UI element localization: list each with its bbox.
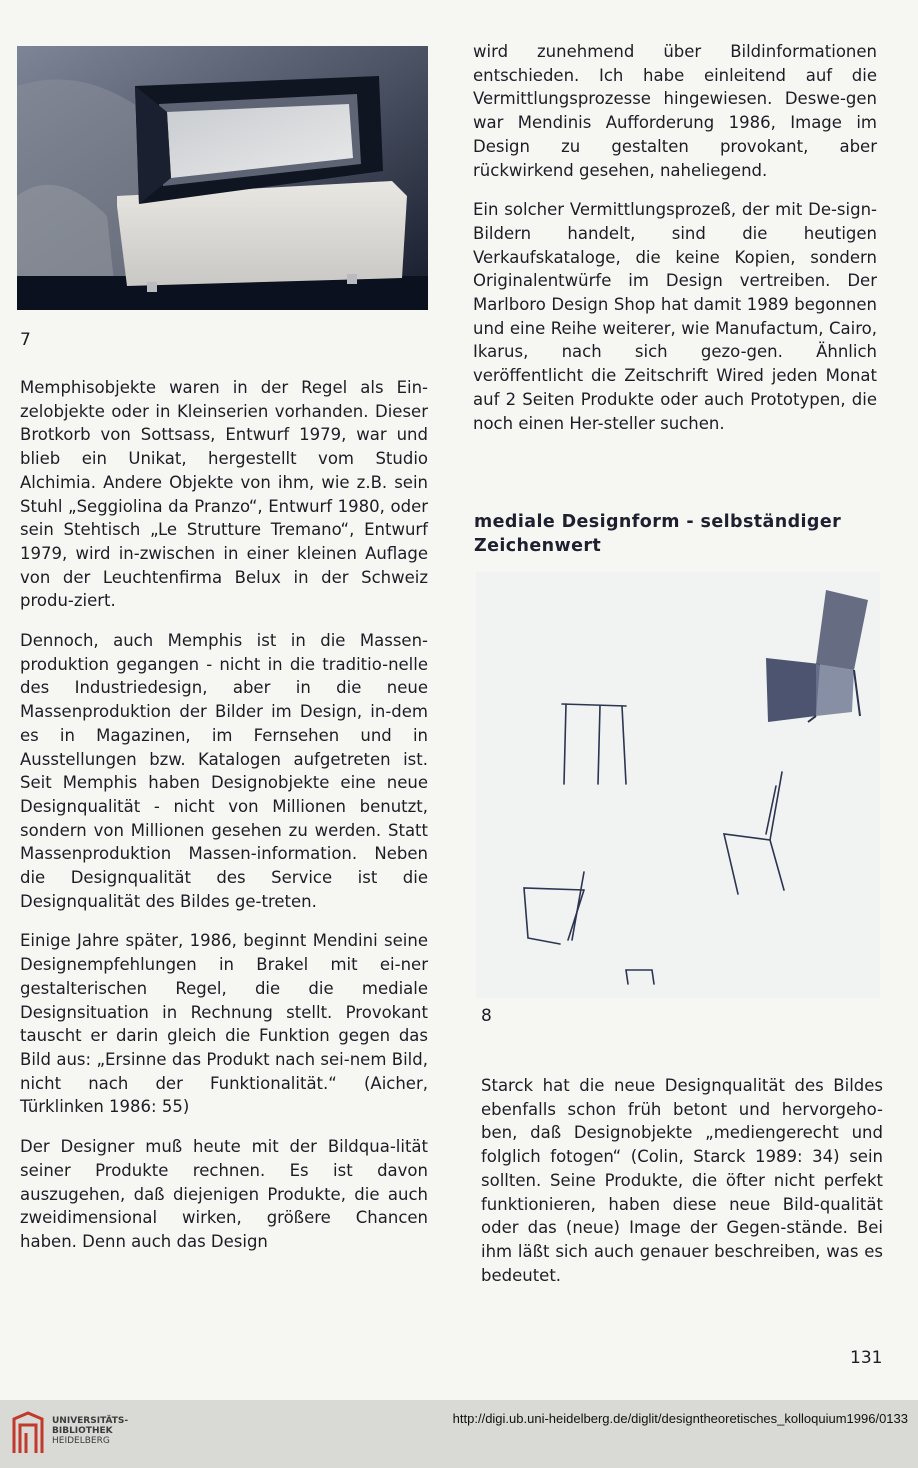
paragraph: Dennoch, auch Memphis ist in die Massen-produktion gegangen - nicht in die traditio-nelle des Industriedesign, aber in die neue Massenproduktion der Bilder im Design, in-dem es in Magazinen, im Fernsehen und in Ausstellungen bzw. Katalogen aufgetreten ist. Seit Memphis haben Designobjekte eine neue Designqualität - nicht von Millionen benutzt, sondern von Millionen gesehen zu werden. Statt Massenproduktion Massen-information. Neben die Designqualität des Service ist die Designqualität des Bildes ge-treten. bbox=[20, 631, 428, 911]
library-name: UNIVERSITÄTS- BIBLIOTHEK HEIDELBERG bbox=[52, 1416, 129, 1446]
left-text-column bbox=[20, 376, 428, 1270]
right-text-column-top bbox=[473, 40, 877, 451]
paragraph: Starck hat die neue Designqualität des Bildes ebenfalls schon früh betont und hervorgeho-ben, daß Designobjekte „mediengerecht und folglich fotogen“ (Colin, Starck 1989: 34) sein sollten. Seine Produkte, die öfter nicht perfekt funktionieren, haben diese neue Bild-qualität oder das (neue) Image der Gegen-stände. Bei ihm läßt sich auch genauer beschreiben, was es bedeutet. bbox=[481, 1076, 883, 1285]
figure-8-number: 8 bbox=[481, 1006, 492, 1026]
paragraph: Ein solcher Vermittlungsprozeß, der mit De-sign-Bildern handelt, sind die heutigen Verkaufskataloge, die keine Kopien, sondern Originalentwürfe im Design vertreiben. Der Marlboro Design Shop hat damit 1989 begonnen und eine Reihe weiterer, wie Manufactum, Cairo, Ikarus, nach sich gezo-gen. Ähnlich veröffentlicht die Zeitschrift Wired jeden Monat auf 2 Seiten Produkte oder auch Prototypen, die noch einen Her-steller suchen. bbox=[473, 200, 877, 433]
library-logo-icon bbox=[8, 1409, 48, 1457]
paragraph: Memphisobjekte waren in der Regel als Ein-zelobjekte oder in Kleinserien vorhanden. Dieser Brotkorb von Sottsass, Entwurf 1979, war und blieb ein Unikat, hergestellt vom Studio Alchimia. Andere Objekte von ihm, wie z.B. sein Stuhl „Seggiolina da Pranzo“, Entwurf 1980, oder sein Stehtisch „Le Strutture Tremano“, Entwurf 1979, wird in-zwischen in einer kleinen Auflage von der Leuchtenfirma Belux in der Schweiz produ-ziert. bbox=[20, 378, 428, 611]
source-url-link[interactable]: http://digi.ub.uni-heidelberg.de/diglit/designtheoretisches_kolloquium1996/0133 bbox=[452, 1411, 908, 1426]
page-number: 131 bbox=[850, 1348, 883, 1368]
paragraph: Der Designer muß heute mit der Bildqua-lität seiner Produkte rechnen. Es ist davon auszugehen, daß diejenigen Produkte, die auch zweidimensional wirken, größere Chancen haben. Denn auch das Design bbox=[20, 1137, 428, 1251]
paragraph: Einige Jahre später, 1986, beginnt Mendini seine Designempfehlungen in Brakel mit ei-ner gestalterischen Regel, die die mediale Designsituation in Rechnung stellt. Provokant tauscht er darin gleich die Funktion gegen das Bild aus: „Ersinne das Produkt nach sei-nem Bild, nicht nach der Funktionalität.“ (Aicher, Türklinken 1986: 55) bbox=[20, 931, 428, 1117]
right-text-column-bottom bbox=[481, 1074, 883, 1303]
figure-7-number: 7 bbox=[20, 330, 31, 350]
figure-8-chair-sketch bbox=[476, 572, 880, 998]
section-heading: mediale Designform - selbständiger Zeichenwert bbox=[474, 512, 842, 556]
figure-7-photo bbox=[17, 46, 428, 310]
paragraph: wird zunehmend über Bildinformationen entschieden. Ich habe einleitend auf die Vermittlungsprozesse hingewiesen. Deswe-gen war Mendinis Aufforderung 1986, Image im Design zu gestalten provokant, aber rückwirkend gesehen, naheliegend. bbox=[473, 42, 877, 180]
